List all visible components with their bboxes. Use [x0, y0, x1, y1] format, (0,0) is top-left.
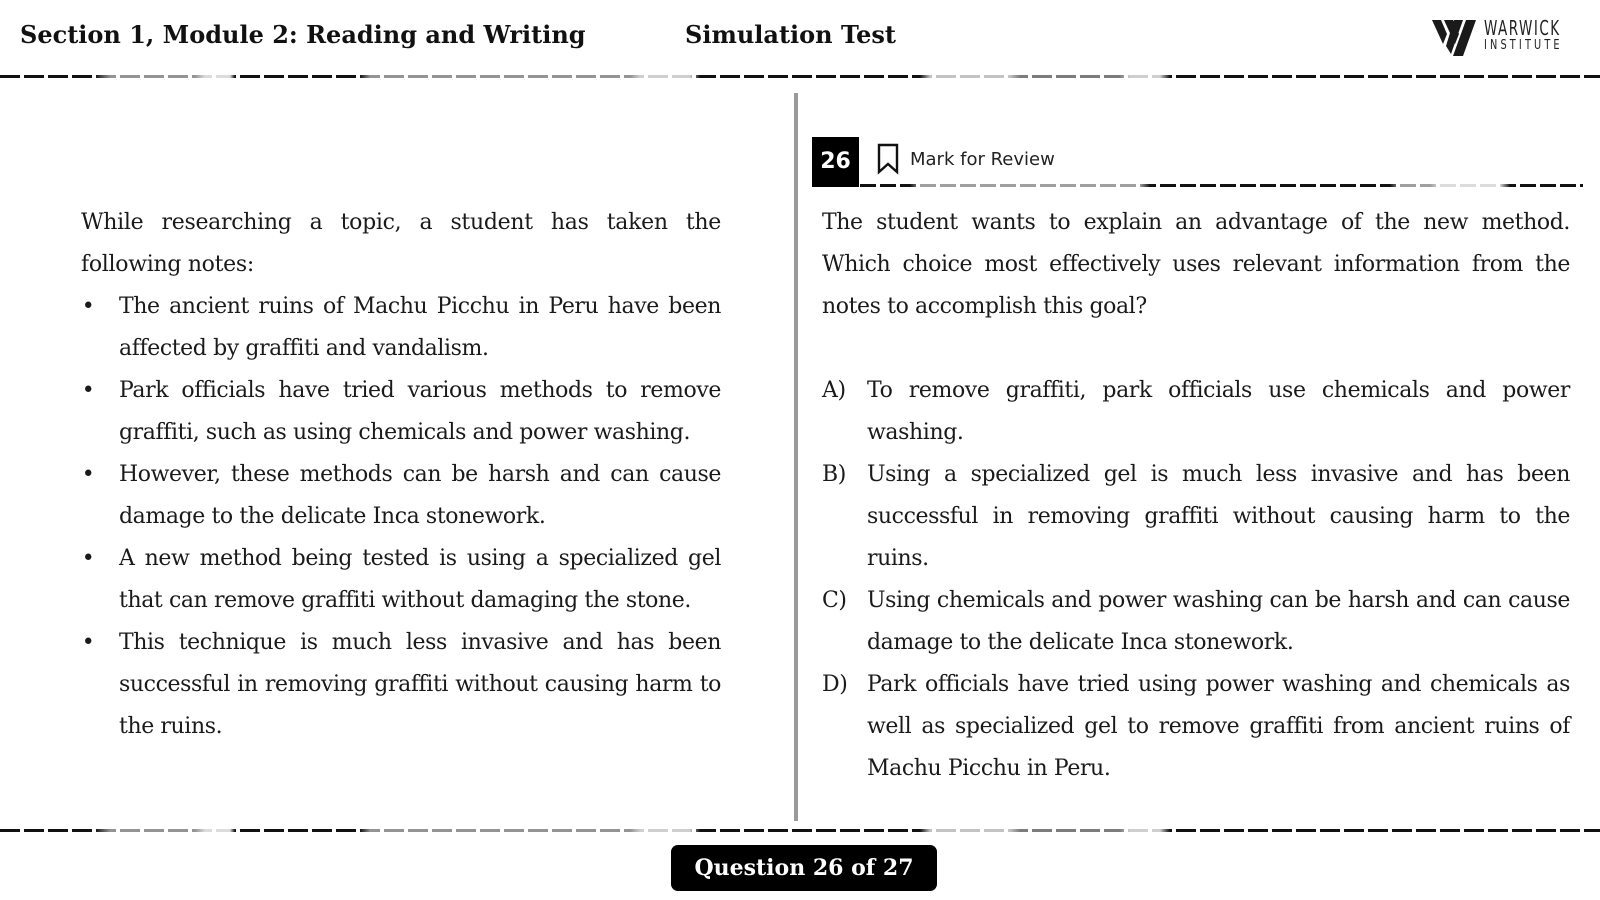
note-item: [81, 454, 721, 538]
logo-text-top: WARWICK: [1484, 16, 1561, 40]
header: [0, 0, 1600, 80]
answer-choice-a[interactable]: [822, 370, 1570, 454]
note-item: [81, 538, 721, 622]
panel-divider[interactable]: [794, 93, 798, 821]
header-divider-shade: [0, 75, 1600, 78]
note-text: The ancient ruins of Machu Picchu in Peru have been affected by graffiti and vandalism.: [119, 294, 721, 361]
mark-for-review-label: Mark for Review: [910, 148, 1055, 170]
answer-choice-d[interactable]: [822, 664, 1570, 790]
passage-intro: While researching a topic, a student has taken the following notes:: [81, 210, 721, 277]
choice-text: To remove graffiti, park officials use chemicals and power washing.: [867, 378, 1570, 445]
bullet-icon: •: [81, 546, 95, 571]
question-number: 26: [812, 137, 859, 187]
bullet-icon: •: [81, 462, 95, 487]
answer-choices: [822, 370, 1570, 790]
choice-text: Using chemicals and power washing can be harsh and can cause damage to the delicate Inca stonework.: [867, 588, 1570, 655]
note-item: [81, 286, 721, 370]
test-title: Simulation Test: [685, 20, 896, 49]
mark-for-review-button[interactable]: [876, 142, 1055, 176]
logo-text-bottom: INSTITUTE: [1484, 38, 1563, 53]
choice-letter: A): [822, 378, 846, 403]
choice-text: Park officials have tried using power washing and chemicals as well as specialized gel to remove graffiti from ancient ruins of Machu Picchu in Peru.: [867, 672, 1570, 781]
notes-list: [81, 286, 721, 748]
bullet-icon: •: [81, 630, 95, 655]
warwick-stripes-icon: [1432, 20, 1478, 56]
choice-letter: B): [822, 462, 846, 487]
note-text: A new method being tested is using a specialized gel that can remove graffiti without damaging the stone.: [119, 546, 721, 613]
footer-divider-shade: [0, 829, 1600, 832]
bullet-icon: •: [81, 294, 95, 319]
note-text: However, these methods can be harsh and can cause damage to the delicate Inca stonework.: [119, 462, 721, 529]
answer-choice-b[interactable]: [822, 454, 1570, 580]
warwick-logo: [1432, 16, 1582, 58]
answer-choice-c[interactable]: [822, 580, 1570, 664]
question-prompt: The student wants to explain an advantage of the new method. Which choice most effectively uses relevant information from the notes to accomplish this goal?: [822, 210, 1570, 319]
question-navigator-button[interactable]: Question 26 of 27: [671, 845, 937, 891]
section-title: Section 1, Module 2: Reading and Writing: [20, 20, 586, 49]
question-header-divider-shade: [860, 184, 1583, 187]
note-item: [81, 622, 721, 748]
bullet-icon: •: [81, 378, 95, 403]
note-text: Park officials have tried various methods to remove graffiti, such as using chemicals and power washing.: [119, 378, 721, 445]
note-text: This technique is much less invasive and has been successful in removing graffiti without causing harm to the ruins.: [119, 630, 721, 739]
choice-letter: C): [822, 588, 847, 613]
passage-panel: [81, 202, 721, 748]
choice-letter: D): [822, 672, 848, 697]
choice-text: Using a specialized gel is much less invasive and has been successful in removing graffiti without causing harm to the ruins.: [867, 462, 1570, 571]
bookmark-icon: [876, 143, 900, 175]
note-item: [81, 370, 721, 454]
